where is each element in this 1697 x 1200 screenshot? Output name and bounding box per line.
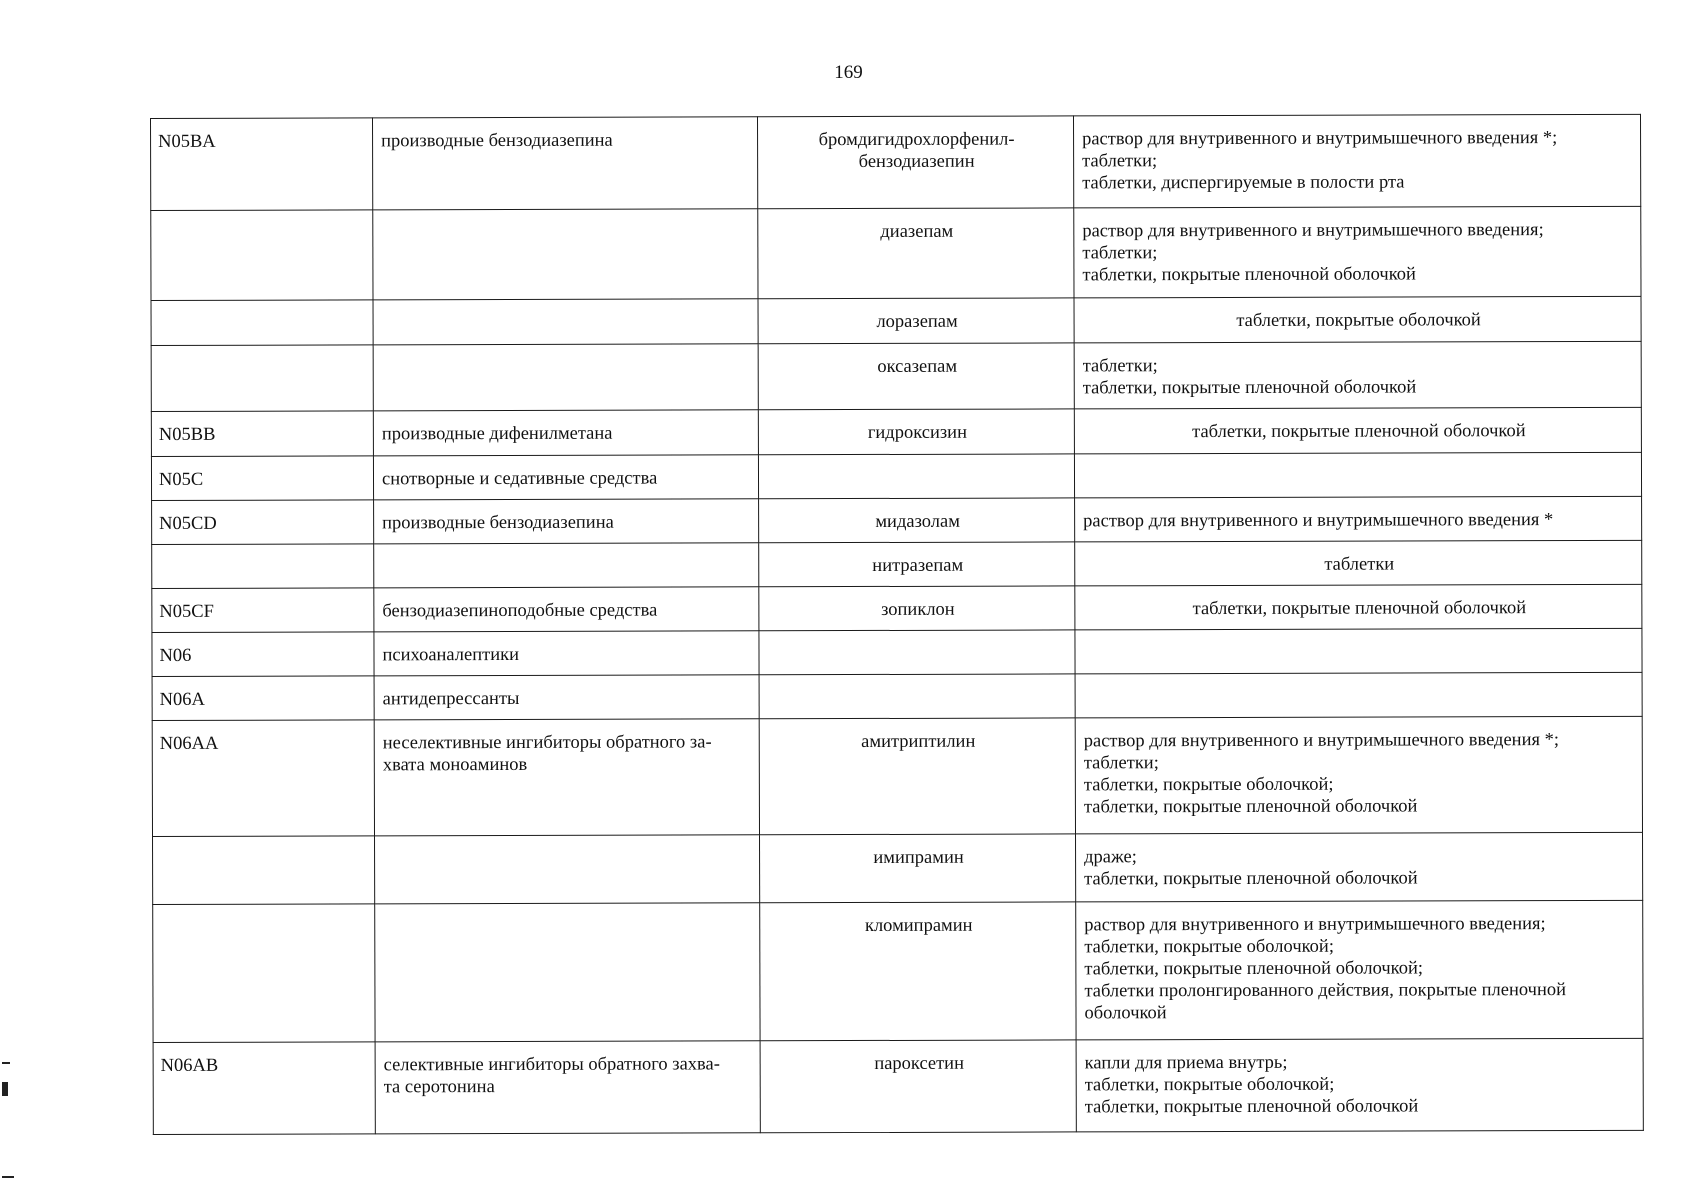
cell-line: бромдигидрохлорфенил- [818, 129, 1015, 151]
drug-name-cell [758, 409, 1074, 455]
drug-name-cell [759, 630, 1075, 675]
drug-name-cell [757, 116, 1073, 209]
drug-name-cell [759, 542, 1075, 587]
atc-code-cell [151, 210, 373, 301]
dosage-forms-cell [1075, 540, 1642, 586]
dosage-forms-cell [1073, 114, 1640, 208]
atc-code-cell [153, 836, 375, 905]
cell-line: таблетки пролонгированного действия, покрытые пленочной [1084, 980, 1567, 1002]
cell-line: таблетки, покрытые пленочной оболочкой [1082, 377, 1417, 399]
scan-edge-mark [2, 1082, 8, 1096]
cell-line: драже; [1084, 847, 1137, 868]
table-row [152, 672, 1642, 720]
dosage-forms-cell [1076, 832, 1643, 902]
table-row [151, 341, 1641, 411]
cell-line: таблетки, покрытые пленочной оболочкой [1192, 421, 1526, 443]
anatomical-group-cell: бензодиазепиноподобные средства [374, 587, 759, 632]
dosage-forms-cell [1075, 496, 1642, 542]
table-row [153, 1038, 1643, 1134]
atc-code-cell [151, 300, 373, 346]
page-number: 169 [834, 62, 863, 83]
cell-line: имипрамин [873, 847, 964, 868]
anatomical-group-cell [374, 543, 759, 588]
atc-code-cell: N05CF [152, 588, 374, 633]
anatomical-group-cell: производные бензодиазепина [373, 117, 758, 210]
drug-name-cell [760, 902, 1076, 1041]
cell-line: таблетки, покрытые пленочной оболочкой [1083, 796, 1418, 818]
cell-line: оболочкой [1084, 1003, 1167, 1024]
cell-line: лоразепам [876, 311, 958, 332]
cell-line: таблетки, покрытые пленочной оболочкой [1084, 1096, 1419, 1118]
scan-edge-mark [2, 1062, 10, 1064]
table-row [151, 296, 1641, 345]
table-row [152, 716, 1642, 836]
cell-line: нитразепам [872, 555, 964, 576]
atc-code-cell [152, 544, 374, 589]
cell-line: селективные ингибиторы обратного захва- [383, 1054, 720, 1076]
drug-name-cell [758, 298, 1074, 344]
table-row [152, 496, 1642, 544]
table-row [151, 114, 1641, 210]
cell-line: таблетки, покрытые пленочной оболочкой [1192, 598, 1527, 620]
atc-code-cell [153, 904, 375, 1043]
table-row [153, 900, 1643, 1042]
drug-name-cell [759, 498, 1075, 543]
atc-code-cell: N06 [152, 632, 374, 677]
drug-name-cell [759, 718, 1075, 835]
anatomical-group-cell [375, 1041, 760, 1134]
dosage-forms-cell [1075, 584, 1642, 630]
dosage-forms-cell [1076, 1038, 1643, 1132]
anatomical-group-cell: производные дифенилметана [373, 410, 758, 456]
cell-line: таблетки; [1082, 356, 1158, 377]
anatomical-group-cell [373, 344, 758, 411]
cell-line: зопиклон [881, 599, 955, 620]
cell-line: таблетки, покрытые пленочной оболочкой [1084, 868, 1418, 890]
anatomical-group-cell [373, 209, 758, 300]
cell-line: амитриптилин [861, 731, 976, 753]
cell-line: пароксетин [874, 1053, 965, 1074]
atc-code-cell: N05CD [152, 500, 374, 545]
drug-table-body [151, 114, 1644, 1134]
cell-line: та серотонина [383, 1077, 495, 1098]
cell-line: диазепам [880, 221, 954, 242]
cell-line: таблетки, покрытые оболочкой; [1083, 774, 1334, 796]
table-row [152, 628, 1642, 676]
drug-table-wrapper [150, 114, 1643, 1135]
drug-table [150, 114, 1644, 1135]
cell-line: таблетки; [1082, 243, 1158, 264]
cell-line: неселективные ингибиторы обратного за- [382, 732, 712, 754]
drug-name-cell [758, 208, 1074, 299]
anatomical-group-cell [375, 903, 760, 1042]
anatomical-group-cell: психоаналептики [374, 631, 759, 676]
atc-code-cell: N06AB [153, 1042, 375, 1135]
drug-name-cell [759, 674, 1075, 719]
atc-code-cell: N06A [152, 676, 374, 721]
anatomical-group-cell: производные бензодиазепина [374, 499, 759, 544]
drug-name-cell [760, 1040, 1076, 1133]
cell-line: раствор для внутривенного и внутримышечного введения; [1082, 220, 1544, 242]
atc-code-cell: N05C [151, 456, 373, 501]
atc-code-cell [151, 345, 373, 412]
atc-code-cell: N05BB [151, 411, 373, 457]
anatomical-group-cell: снотворные и седативные средства [373, 455, 758, 500]
cell-line: мидазолам [875, 511, 960, 532]
cell-line: таблетки, покрытые пленочной оболочкой; [1084, 958, 1424, 980]
cell-line: гидроксизин [867, 422, 967, 443]
anatomical-group-cell [373, 299, 758, 345]
cell-line: таблетки, диспергируемые в полости рта [1082, 172, 1405, 194]
cell-line: хвата моноаминов [382, 754, 528, 776]
cell-line: раствор для внутривенного и внутримышечного введения *; [1083, 730, 1560, 752]
dosage-forms-cell [1074, 341, 1641, 409]
drug-name-cell [760, 834, 1076, 903]
cell-line: таблетки; [1083, 753, 1159, 774]
anatomical-group-cell [375, 835, 760, 904]
cell-line: раствор для внутривенного и внутримышечного введения; [1084, 914, 1546, 936]
cell-line: таблетки, покрытые оболочкой; [1084, 1074, 1335, 1096]
table-row [152, 584, 1642, 632]
table-row [151, 407, 1641, 456]
cell-line: таблетки, покрытые оболочкой [1236, 310, 1481, 331]
cell-line: таблетки, покрытые оболочкой; [1084, 936, 1334, 958]
cell-line: капли для приема внутрь; [1084, 1052, 1288, 1074]
table-row [151, 206, 1641, 300]
dosage-forms-cell [1074, 206, 1641, 298]
dosage-forms-cell [1074, 452, 1641, 498]
atc-code-cell: N06AA [152, 720, 374, 837]
table-row [151, 452, 1641, 500]
table-row [152, 540, 1642, 588]
cell-line: раствор для внутривенного и внутримышечного введения * [1083, 510, 1554, 532]
cell-line: раствор для внутривенного и внутримышечного введения *; [1082, 128, 1558, 150]
cell-line: бензодиазепин [858, 151, 975, 173]
atc-code-cell: N05BA [151, 118, 373, 211]
scan-edge-mark [2, 1176, 14, 1178]
dosage-forms-cell [1075, 716, 1642, 834]
drug-name-cell [758, 343, 1074, 410]
anatomical-group-cell: антидепрессанты [374, 675, 759, 720]
cell-line: таблетки [1324, 554, 1395, 575]
dosage-forms-cell [1074, 296, 1641, 343]
cell-line: таблетки; [1082, 151, 1158, 172]
drug-name-cell [758, 454, 1074, 499]
dosage-forms-cell [1075, 628, 1642, 674]
cell-line: таблетки, покрытые пленочной оболочкой [1082, 264, 1416, 286]
dosage-forms-cell [1074, 407, 1641, 454]
drug-name-cell [759, 586, 1075, 631]
table-row [153, 832, 1643, 904]
dosage-forms-cell [1076, 900, 1643, 1040]
dosage-forms-cell [1075, 672, 1642, 718]
cell-line: оксазепам [877, 356, 958, 377]
cell-line: кломипрамин [864, 915, 973, 937]
anatomical-group-cell [374, 719, 759, 836]
